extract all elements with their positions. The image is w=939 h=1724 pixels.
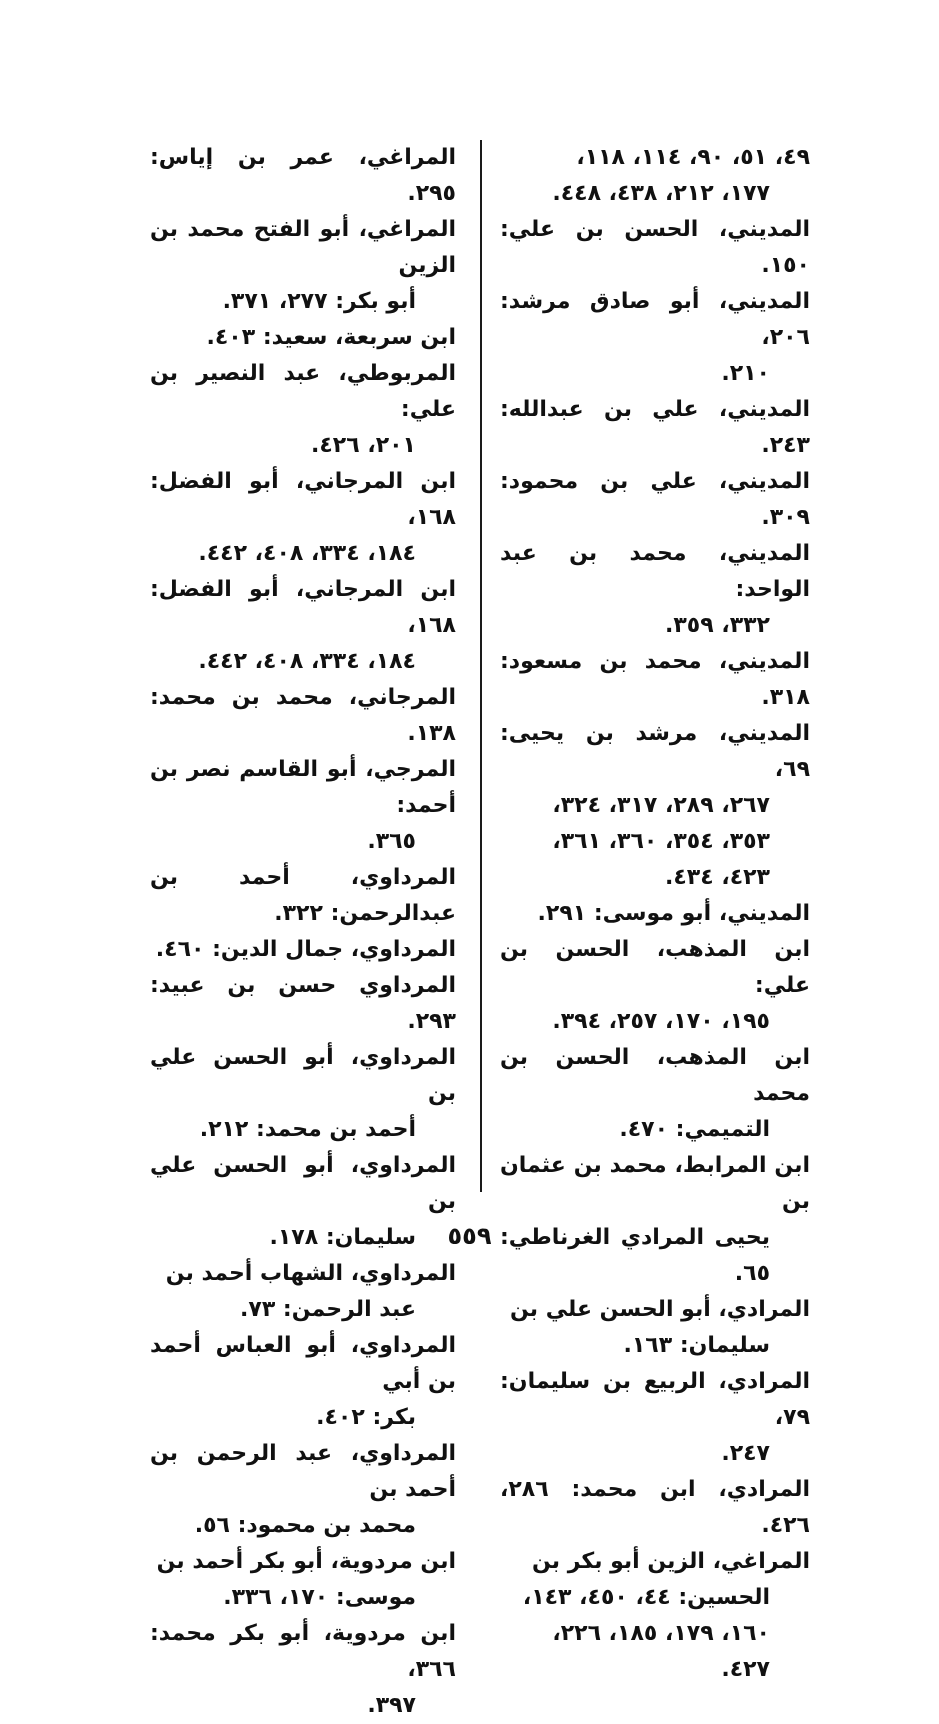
index-entry: ابن المرجاني، أبو الفضل: ١٦٨،: [150, 469, 456, 530]
index-entry-continuation: ٣٥٣، ٣٥٤، ٣٦٠، ٣٦١،: [552, 829, 770, 854]
column-divider: [480, 140, 482, 1192]
index-entry-continuation: ١٦٠، ١٧٩، ١٨٥، ٢٢٦،: [552, 1621, 770, 1646]
index-entry: ابن مردوية، أبو بكر محمد: ٣٦٦،: [150, 1621, 456, 1682]
index-entry-continuation: بكر: ٤٠٢.: [316, 1405, 416, 1430]
index-entry-continuation: الحسين: ٤٤، ٤٥٠، ١٤٣،: [522, 1585, 770, 1610]
index-entry: المرداوي، جمال الدين: ٤٦٠.: [155, 937, 456, 962]
index-entry: المديني، علي بن محمود: ٣٠٩.: [500, 469, 810, 530]
index-entry-continuation: سليمان: ١٧٨.: [269, 1225, 416, 1250]
index-entry-continuation: ٣٩٧.: [367, 1693, 416, 1718]
index-entry: المرجاني، محمد بن محمد: ١٣٨.: [150, 685, 456, 746]
index-entry-continuation: ١٨٤، ٣٣٤، ٤٠٨، ٤٤٢.: [198, 541, 416, 566]
index-entry: المديني، مرشد بن يحيى: ٦٩،: [500, 721, 810, 782]
index-entry: المديني، أبو صادق مرشد: ٢٠٦،: [500, 289, 810, 350]
index-entry: المربوطي، عبد النصير بن علي:: [150, 361, 456, 422]
index-entry: المراغي، أبو الفتح محمد بن الزين: [150, 217, 456, 278]
index-entry-continuation: ٤٢٣، ٤٣٤.: [665, 865, 770, 890]
index-entry: المديني، محمد بن مسعود: ٣١٨.: [500, 649, 810, 710]
index-entry-continuation: ١٨٤، ٣٣٤، ٤٠٨، ٤٤٢.: [198, 649, 416, 674]
index-entry: ابن المرجاني، أبو الفضل: ١٦٨،: [150, 577, 456, 638]
index-entry: ابن مردوية، أبو بكر أحمد بن: [156, 1549, 456, 1574]
index-entry: المرادي، الربيع بن سليمان: ٧٩،: [500, 1369, 810, 1430]
index-entry: المرداوي، أبو الحسن علي بن: [150, 1045, 456, 1106]
index-entry-continuation: ٢٠١، ٤٢٦.: [311, 433, 416, 458]
index-entry: المرداوي، أبو الحسن علي بن: [150, 1153, 456, 1214]
index-entry: المرجي، أبو القاسم نصر بن أحمد:: [150, 757, 456, 818]
index-entry-continuation: ٣٣٢، ٣٥٩.: [665, 613, 770, 638]
index-entry-continuation: يحيى المرادي الغرناطي: ٦٥.: [500, 1225, 770, 1286]
index-entry: ابن المذهب، الحسن بن علي:: [500, 937, 810, 998]
index-entry: المرداوي، أحمد بن عبدالرحمن: ٣٢٢.: [150, 865, 456, 926]
index-entry: المرداوي، الشهاب أحمد بن: [165, 1261, 456, 1286]
index-entry: المرادي، أبو الحسن علي بن: [510, 1297, 810, 1322]
index-entry: المرداوي، عبد الرحمن بن أحمد بن: [150, 1441, 456, 1502]
index-entry: المراغي، الزين أبو بكر بن: [532, 1549, 810, 1574]
index-column-left: [150, 140, 456, 1724]
index-entry-continuation: موسى: ١٧٠، ٣٣٦.: [223, 1585, 416, 1610]
index-entry: المديني، أبو موسى: ٢٩١.: [537, 901, 810, 926]
index-entry: المرادي، ابن محمد: ٢٨٦، ٤٢٦.: [500, 1477, 810, 1538]
index-entry-continuation: ٣٦٥.: [367, 829, 416, 854]
index-entry-continuation: عبد الرحمن: ٧٣.: [240, 1297, 416, 1322]
index-entry-continuation: ٢٤٧.: [721, 1441, 770, 1466]
index-entry-continuation: ١٩٥، ١٧٠، ٢٥٧، ٣٩٤.: [552, 1009, 770, 1034]
index-entry-continuation: التميمي: ٤٧٠.: [619, 1117, 770, 1142]
index-entry: المرداوي حسن بن عبيد: ٢٩٣.: [150, 973, 456, 1034]
index-entry-continuation: سليمان: ١٦٣.: [623, 1333, 770, 1358]
index-entry: ابن سربعة، سعيد: ٤٠٣.: [206, 325, 456, 350]
index-entry-continuation: ٢١٠.: [721, 361, 770, 386]
index-entry: ٤٩، ٥١، ٩٠، ١١٤، ١١٨،: [576, 145, 810, 170]
index-entry-continuation: أبو بكر: ٢٧٧، ٣٧١.: [222, 289, 416, 314]
index-entry: ابن المرابط، محمد بن عثمان بن: [500, 1153, 810, 1214]
index-entry-continuation: ٤٢٧.: [721, 1657, 770, 1682]
index-entry-continuation: ٢٦٧، ٢٨٩، ٣١٧، ٣٢٤،: [552, 793, 770, 818]
index-entry: المراغي، عمر بن إياس: ٢٩٥.: [150, 145, 456, 206]
index-entry: المديني، علي بن عبدالله: ٢٤٣.: [500, 397, 810, 458]
index-entry: المديني، الحسن بن علي: ١٥٠.: [500, 217, 810, 278]
index-entry-continuation: محمد بن محمود: ٥٦.: [194, 1513, 416, 1538]
index-entry: ابن المذهب، الحسن بن محمد: [500, 1045, 810, 1106]
page-number: ٥٥٩: [447, 1222, 492, 1250]
index-column-right: [500, 140, 810, 1688]
index-entry-continuation: أحمد بن محمد: ٢١٢.: [199, 1117, 416, 1142]
index-entry: المرداوي، أبو العباس أحمد بن أبي: [150, 1333, 456, 1394]
index-entry-continuation: ١٧٧، ٢١٢، ٤٣٨، ٤٤٨.: [552, 181, 770, 206]
index-entry: المديني، محمد بن عبد الواحد:: [500, 541, 810, 602]
